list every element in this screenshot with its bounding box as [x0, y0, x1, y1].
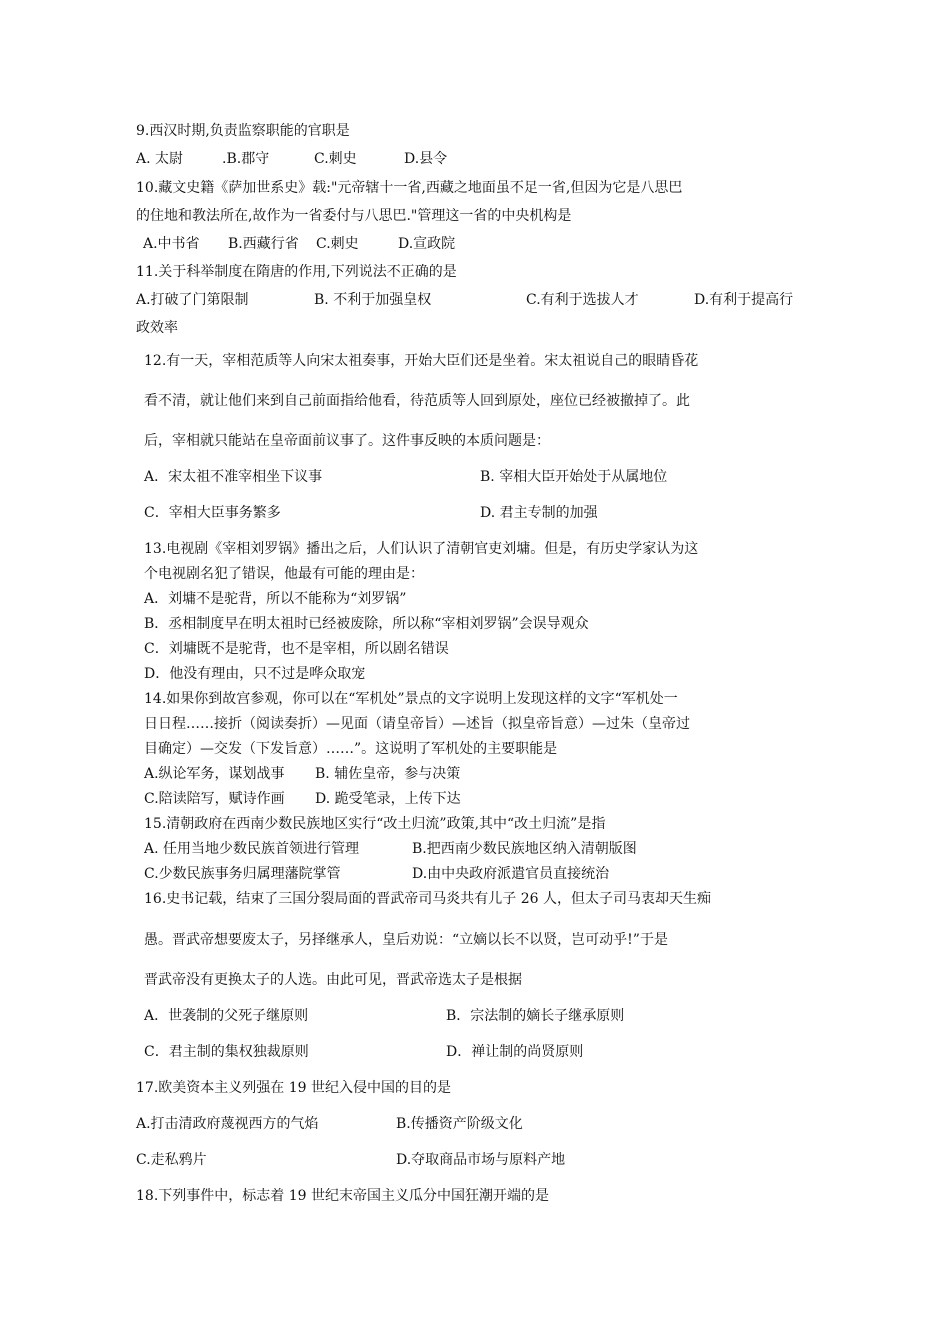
question-16-line-1: 16.史书记载，结束了三国分裂局面的晋武帝司马炎共有儿子 26 人，但太子司马衷却天生痴: [144, 891, 711, 907]
question-16-line-2: 愚。晋武帝想要废太子，另择继承人，皇后劝说：“立嫡以长不以贤，岂可动乎!”于是: [144, 932, 668, 948]
q11-option-a: A.打破了门第限制: [136, 292, 249, 308]
q9-option-d: D.县令: [404, 151, 448, 167]
question-12-line-2: 看不清，就让他们来到自己前面指给他看，待范质等人回到原处，座位已经被撤掉了。此: [144, 393, 690, 409]
question-14-line-2: 日日程……接折（阅读奏折）—见面（请皇帝旨）—述旨（拟皇帝旨意）—过朱（皇帝过: [144, 716, 690, 732]
q13-option-a: A．刘墉不是驼背，所以不能称为“刘罗锅”: [144, 591, 407, 607]
q13-option-d: D．他没有理由，只不过是哗众取宠: [144, 666, 366, 682]
question-12-line-3: 后，宰相就只能站在皇帝面前议事了。这件事反映的本质问题是：: [144, 433, 550, 449]
question-13-line-2: 个电视剧名犯了错误，他最有可能的理由是：: [144, 566, 424, 582]
q17-option-d: D.夺取商品市场与原料产地: [396, 1152, 566, 1168]
q9-option-b: .B.郡守: [222, 151, 270, 167]
q14-option-b: B. 辅佐皇帝，参与决策: [315, 766, 461, 782]
q13-option-b: B．丞相制度早在明太祖时已经被废除，所以称“宰相刘罗锅”会误导观众: [144, 616, 589, 632]
q11-option-d: D.有利于提高行: [694, 292, 794, 308]
q10-option-b: B.西藏行省: [228, 236, 299, 252]
q14-option-a: A.纵论军务，谋划战事: [144, 766, 285, 782]
question-13-line-1: 13.电视剧《宰相刘罗锅》播出之后，人们认识了清朝官吏刘墉。但是，有历史学家认为这: [144, 541, 699, 557]
question-14-line-3: 目确定）—交发（下发旨意）……”。这说明了军机处的主要职能是: [144, 741, 558, 757]
q12-option-c: C．宰相大臣事务繁多: [144, 505, 281, 521]
q14-option-c: C.陪读陪写，赋诗作画: [144, 791, 285, 807]
question-10-line-2: 的住地和教法所在,故作为一省委付与八思巴."管理这一省的中央机构是: [136, 208, 572, 224]
question-14-line-1: 14.如果你到故宫参观，你可以在“军机处”景点的文字说明上发现这样的文字“军机处一: [144, 691, 678, 707]
q13-option-c: C．刘墉既不是驼背，也不是宰相，所以剧名错误: [144, 641, 449, 657]
question-18: 18.下列事件中，标志着 19 世纪末帝国主义瓜分中国狂潮开端的是: [136, 1188, 549, 1204]
question-9: 9.西汉时期,负责监察职能的官职是: [136, 123, 350, 139]
q9-option-c: C.刺史: [314, 151, 357, 167]
question-16-line-3: 晋武帝没有更换太子的人选。由此可见，晋武帝选太子是根据: [144, 972, 522, 988]
q10-option-a: A.中书省: [143, 236, 200, 252]
q14-option-d: D. 跪受笔录，上传下达: [315, 791, 461, 807]
q11-option-c: C.有利于选拔人才: [526, 292, 639, 308]
q16-option-a: A．世袭制的父死子继原则: [144, 1008, 309, 1024]
question-12-line-1: 12.有一天，宰相范质等人向宋太祖奏事，开始大臣们还是坐着。宋太祖说自己的眼睛昏花: [144, 353, 699, 369]
q15-option-a: A. 任用当地少数民族首领进行管理: [144, 841, 360, 857]
q16-option-b: B．宗法制的嫡长子继承原则: [446, 1008, 625, 1024]
question-11: 11.关于科举制度在隋唐的作用,下列说法不正确的是: [136, 264, 457, 280]
question-15: 15.清朝政府在西南少数民族地区实行“改土归流”政策,其中“改土归流”是指: [144, 816, 606, 832]
question-10-line-1: 10.藏文史籍《萨加世系史》载:"元帝辖十一省,西藏之地面虽不足一省,但因为它是八思巴: [136, 180, 683, 196]
q12-option-a: A．宋太祖不准宰相坐下议事: [144, 469, 323, 485]
q15-option-c: C.少数民族事务归属理藩院掌管: [144, 866, 341, 882]
q15-option-b: B.把西南少数民族地区纳入清朝版图: [412, 841, 637, 857]
q17-option-c: C.走私鸦片: [136, 1152, 207, 1168]
q10-option-d: D.宣政院: [398, 236, 456, 252]
q10-option-c: C.刺史: [316, 236, 359, 252]
question-17: 17.欧美资本主义列强在 19 世纪入侵中国的目的是: [136, 1080, 451, 1096]
q16-option-d: D．禅让制的尚贤原则: [446, 1044, 584, 1060]
q12-option-b: B. 宰相大臣开始处于从属地位: [480, 469, 668, 485]
q9-option-a: A. 太尉: [136, 151, 184, 167]
q15-option-d: D.由中央政府派遣官员直接统治: [412, 866, 610, 882]
q17-option-a: A.打击清政府蔑视西方的气焰: [136, 1116, 319, 1132]
q11-option-d-continued: 政效率: [136, 320, 178, 336]
q12-option-d: D. 君主专制的加强: [480, 505, 598, 521]
q17-option-b: B.传播资产阶级文化: [396, 1116, 523, 1132]
q16-option-c: C．君主制的集权独裁原则: [144, 1044, 309, 1060]
q11-option-b: B. 不利于加强皇权: [314, 292, 432, 308]
